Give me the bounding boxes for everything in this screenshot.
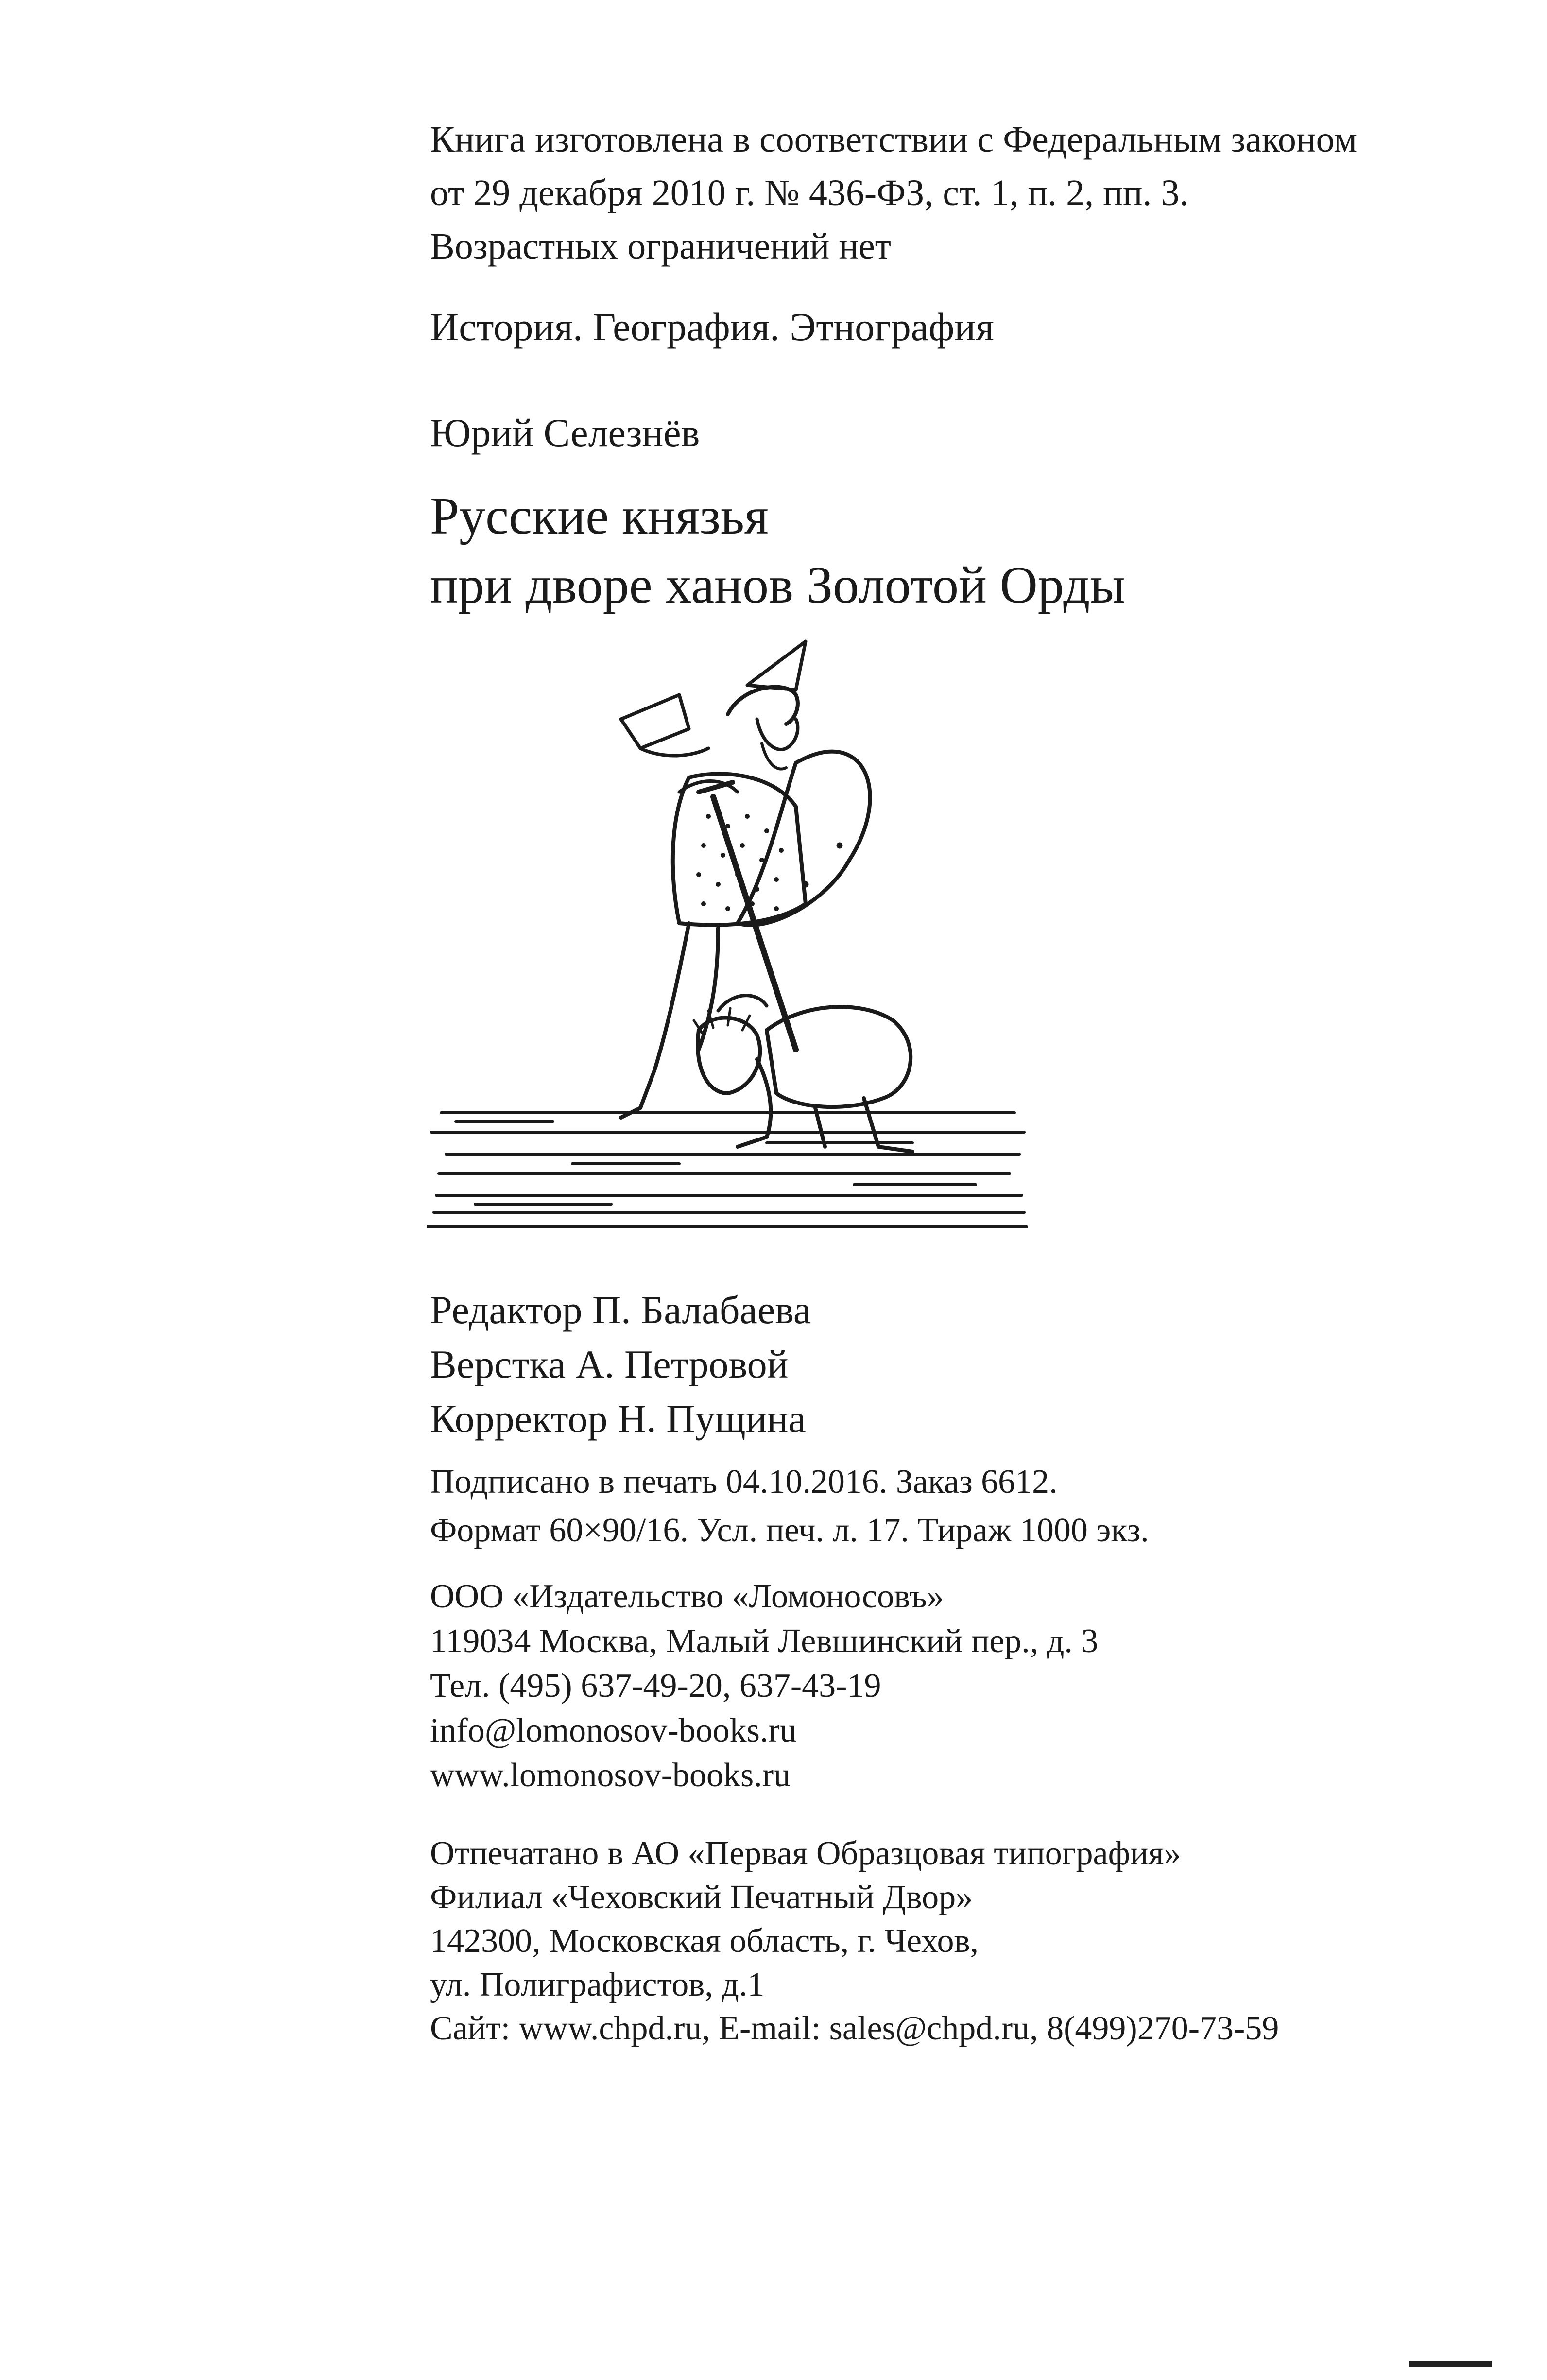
legal-notice <box>430 113 1357 273</box>
publisher-email: info@lomonosov-books.ru <box>430 1712 797 1749</box>
legal-notice-line-1: Книга изготовлена в соответствии с Федеральным законом <box>430 119 1358 160</box>
book-title-line-1: Русские князья <box>430 487 769 545</box>
print-format: Формат 60×90/16. Усл. печ. л. 17. Тираж 1000 экз. <box>430 1512 1149 1549</box>
printer-line-2: Филиал «Чеховский Печатный Двор» <box>430 1879 973 1916</box>
publisher-info <box>430 1574 1098 1798</box>
publisher-name: ООО «Издательство «Ломоносовъ» <box>430 1578 944 1615</box>
proofreader-credit: Корректор Н. Пущина <box>430 1397 806 1441</box>
page-corner-mark <box>1409 2361 1492 2367</box>
series-title: История. География. Этнография <box>430 305 994 349</box>
publisher-phone: Тел. (495) 637-49-20, 637-43-19 <box>430 1667 881 1705</box>
warrior-illustration-icon <box>427 632 1029 1237</box>
credits <box>430 1283 811 1446</box>
author-name: Юрий Селезнёв <box>430 411 700 455</box>
printer-line-1: Отпечатано в АО «Первая Образцовая типография» <box>430 1835 1181 1872</box>
publisher-address: 119034 Москва, Малый Левшинский пер., д. 3 <box>430 1622 1099 1660</box>
book-title <box>430 482 1125 620</box>
legal-notice-line-2: от 29 декабря 2010 г. № 436-ФЗ, ст. 1, п. 2, пп. 3. <box>430 172 1189 213</box>
publisher-website: www.lomonosov-books.ru <box>430 1757 791 1794</box>
layout-credit: Верстка А. Петровой <box>430 1342 789 1386</box>
printer-line-5: Сайт: www.chpd.ru, E-mail: sales@chpd.ru, 8(499)270-73-59 <box>430 2010 1279 2047</box>
editor-credit: Редактор П. Балабаева <box>430 1288 811 1332</box>
print-signed: Подписано в печать 04.10.2016. Заказ 6612. <box>430 1463 1058 1500</box>
age-restriction: Возрастных ограничений нет <box>430 226 891 267</box>
book-title-line-2: при дворе ханов Золотой Орды <box>430 556 1125 614</box>
print-info <box>430 1458 1149 1555</box>
printer-info <box>430 1832 1279 2051</box>
printer-line-3: 142300, Московская область, г. Чехов, <box>430 1922 979 1960</box>
printer-line-4: ул. Полиграфистов, д.1 <box>430 1966 765 2003</box>
